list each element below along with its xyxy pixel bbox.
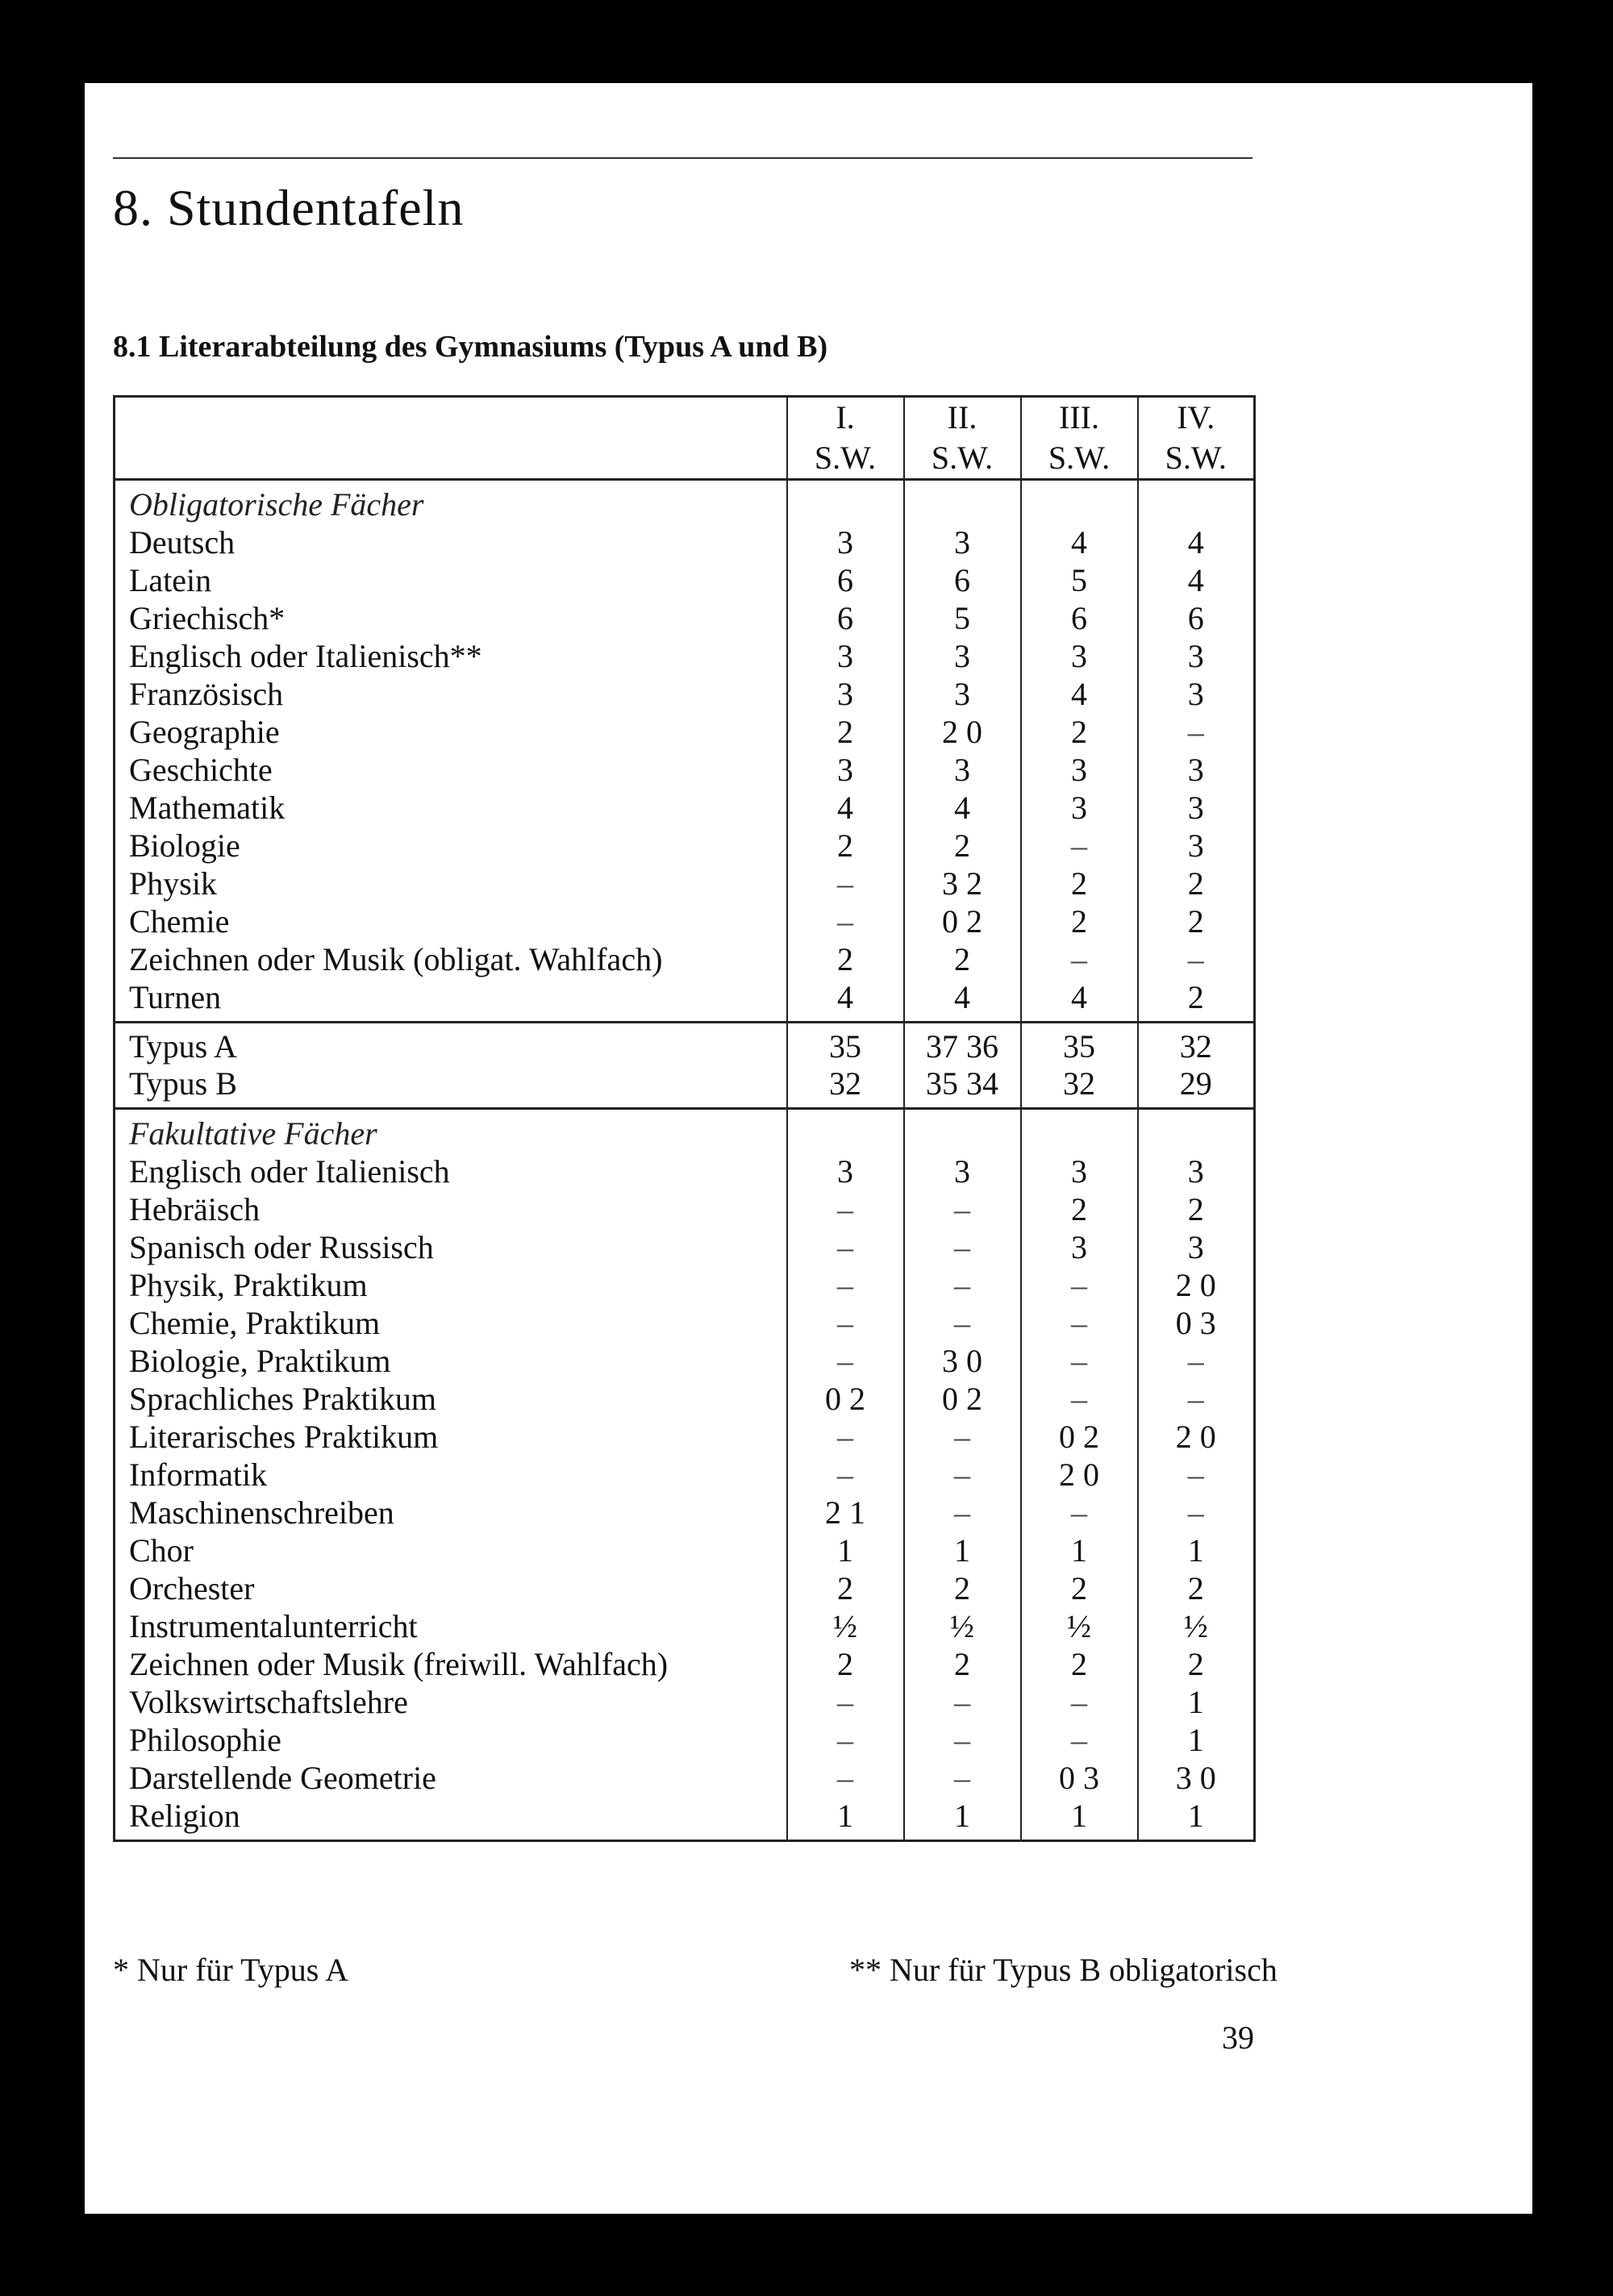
optional-section	[115, 1109, 1255, 1841]
hours-cell: –	[787, 1683, 904, 1721]
hours-cell: 2	[1021, 713, 1138, 751]
hours-cell: 0 3	[1021, 1759, 1138, 1797]
subject-label: Typus B	[129, 1065, 237, 1102]
table-row	[115, 1304, 1255, 1342]
hours-cell: 3	[904, 637, 1021, 675]
subject-label: Chemie, Praktikum	[129, 1305, 381, 1341]
hours-cell: 4	[1021, 675, 1138, 713]
hours-cell: 2	[904, 1569, 1021, 1607]
hours-cell: 4	[1138, 523, 1255, 561]
hours-cell: 2	[1138, 1645, 1255, 1683]
hours-cell: 1	[1021, 1797, 1138, 1841]
hours-cell: 3	[1138, 637, 1255, 675]
hours-cell: –	[1138, 1342, 1255, 1380]
subject-label: Mathematik	[129, 790, 286, 826]
header-rule	[113, 157, 1252, 159]
hours-cell: 2	[787, 1645, 904, 1683]
hours-cell: –	[1021, 1494, 1138, 1531]
hours-cell: 2	[1138, 1190, 1255, 1228]
hours-cell: –	[1021, 940, 1138, 978]
hours-cell: 2	[787, 827, 904, 865]
subject-label: Maschinenschreiben	[129, 1494, 394, 1531]
hours-cell: 2	[787, 1569, 904, 1607]
hours-cell: 0 2	[787, 1380, 904, 1418]
hours-cell: 2	[1138, 902, 1255, 940]
subject-label: Instrumentalunterricht	[129, 1608, 418, 1644]
subject-label: Deutsch	[129, 524, 235, 560]
hours-cell: 3	[787, 1152, 904, 1190]
hours-cell: –	[1021, 827, 1138, 865]
hours-cell: –	[1021, 1342, 1138, 1380]
hours-cell: 32	[1021, 1065, 1138, 1109]
hours-cell: 2 0	[1021, 1456, 1138, 1494]
hours-cell: 1	[787, 1531, 904, 1569]
hours-cell: –	[1138, 1494, 1255, 1531]
hours-cell: 3	[904, 523, 1021, 561]
table-row	[115, 751, 1255, 789]
hours-cell: 3	[787, 523, 904, 561]
total-row	[115, 1023, 1255, 1066]
hours-cell: –	[787, 865, 904, 902]
hours-cell: 3	[1021, 751, 1138, 789]
hours-cell: 2 0	[1138, 1266, 1255, 1304]
header-unit: S.W.	[787, 438, 904, 480]
hours-cell: –	[904, 1418, 1021, 1456]
hours-cell: 3	[787, 675, 904, 713]
hours-cell: 2 0	[904, 713, 1021, 751]
hours-cell: –	[787, 1190, 904, 1228]
hours-cell: 2	[1021, 1645, 1138, 1683]
table-row	[115, 1531, 1255, 1569]
table-row	[115, 523, 1255, 561]
hours-cell: –	[787, 902, 904, 940]
hours-cell: 2	[1021, 902, 1138, 940]
hours-cell: 2	[1021, 1569, 1138, 1607]
hours-cell: 3	[1021, 637, 1138, 675]
hours-cell: –	[787, 1228, 904, 1266]
hours-cell: 3	[904, 675, 1021, 713]
subject-label: Geographie	[129, 714, 280, 750]
table-row	[115, 865, 1255, 902]
hours-cell: 2	[787, 940, 904, 978]
hours-cell: 4	[1021, 978, 1138, 1023]
subject-label: Physik	[129, 865, 217, 902]
hours-cell: –	[904, 1266, 1021, 1304]
table-row	[115, 1456, 1255, 1494]
header-grade: I.	[787, 397, 904, 439]
hours-cell: 2	[1138, 865, 1255, 902]
hours-cell: 0 2	[1021, 1418, 1138, 1456]
hours-cell: –	[787, 1304, 904, 1342]
hours-cell: 3	[1138, 1228, 1255, 1266]
table-row	[115, 1607, 1255, 1645]
table-row	[115, 1266, 1255, 1304]
page-number: 39	[1222, 2019, 1254, 2056]
table-row	[115, 561, 1255, 599]
hours-cell: 3	[1138, 1152, 1255, 1190]
group-heading-row	[115, 1109, 1255, 1153]
hours-cell: 0 2	[904, 1380, 1021, 1418]
table-row	[115, 1721, 1255, 1759]
header-grade: III.	[1021, 397, 1138, 439]
subject-label: Literarisches Praktikum	[129, 1419, 439, 1455]
hours-cell: –	[904, 1494, 1021, 1531]
optional-heading: Fakultative Fächer	[129, 1115, 377, 1152]
table-row	[115, 789, 1255, 827]
hours-cell: –	[1021, 1721, 1138, 1759]
hours-cell: 37 36	[904, 1023, 1021, 1066]
hours-cell: –	[1021, 1380, 1138, 1418]
subject-label: Darstellende Geometrie	[129, 1760, 436, 1796]
hours-cell: 1	[1021, 1531, 1138, 1569]
hours-cell: 3 2	[904, 865, 1021, 902]
subject-label: Englisch oder Italienisch	[129, 1153, 450, 1190]
hours-cell: –	[787, 1342, 904, 1380]
hours-cell: 3	[1138, 675, 1255, 713]
hours-cell: 2	[1021, 1190, 1138, 1228]
hours-cell: ½	[904, 1607, 1021, 1645]
hours-cell: 3	[787, 637, 904, 675]
hours-cell: 3	[787, 751, 904, 789]
hours-cell: 2	[904, 827, 1021, 865]
table-row	[115, 902, 1255, 940]
hours-cell: 1	[904, 1531, 1021, 1569]
subject-label: Sprachliches Praktikum	[129, 1381, 437, 1417]
schedule-table	[113, 395, 1256, 1842]
hours-cell: 0 2	[904, 902, 1021, 940]
hours-cell: 3	[1021, 1228, 1138, 1266]
hours-cell: –	[787, 1759, 904, 1797]
footnote-typus-b: ** Nur für Typus B obligatorisch	[849, 1952, 1277, 1988]
table-row	[115, 599, 1255, 637]
hours-cell: ½	[1021, 1607, 1138, 1645]
subject-label: Religion	[129, 1798, 240, 1834]
hours-cell: 32	[787, 1065, 904, 1109]
hours-cell: 4	[1138, 561, 1255, 599]
hours-cell: –	[1138, 713, 1255, 751]
hours-cell: 4	[787, 978, 904, 1023]
table-row	[115, 675, 1255, 713]
hours-cell: 4	[904, 978, 1021, 1023]
hours-cell: –	[904, 1456, 1021, 1494]
hours-cell: 2	[1138, 1569, 1255, 1607]
header-unit: S.W.	[1021, 438, 1138, 480]
hours-cell: 3	[1021, 789, 1138, 827]
subject-label: Volkswirtschaftslehre	[129, 1684, 408, 1720]
hours-cell: –	[904, 1190, 1021, 1228]
hours-cell: 1	[787, 1797, 904, 1841]
subject-label: Zeichnen oder Musik (obligat. Wahlfach)	[129, 941, 663, 977]
table-row	[115, 1569, 1255, 1607]
group-heading-row	[115, 480, 1255, 524]
hours-cell: –	[1021, 1683, 1138, 1721]
hours-cell: 2	[1138, 978, 1255, 1023]
totals-section	[115, 1023, 1255, 1109]
table-row	[115, 1228, 1255, 1266]
subject-label: Englisch oder Italienisch**	[129, 638, 482, 674]
subject-label: Geschichte	[129, 752, 273, 788]
subject-label: Chor	[129, 1532, 194, 1569]
hours-cell: 4	[1021, 523, 1138, 561]
table-row	[115, 1190, 1255, 1228]
hours-cell: 2	[787, 713, 904, 751]
subject-label: Informatik	[129, 1456, 268, 1493]
table-row	[115, 827, 1255, 865]
subject-label: Turnen	[129, 979, 222, 1015]
hours-cell: 3	[904, 751, 1021, 789]
table-row	[115, 1797, 1255, 1841]
hours-cell: 4	[787, 789, 904, 827]
hours-cell: 3	[1138, 789, 1255, 827]
hours-cell: 2 1	[787, 1494, 904, 1531]
subject-label: Biologie	[129, 827, 240, 864]
hours-cell: 1	[1138, 1683, 1255, 1721]
hours-cell: 2	[904, 940, 1021, 978]
hours-cell: –	[1021, 1266, 1138, 1304]
hours-cell: 35	[787, 1023, 904, 1066]
header-unit: S.W.	[1138, 438, 1255, 480]
section-title: 8.1 Literarabteilung des Gymnasiums (Typus A und B)	[113, 330, 828, 364]
hours-cell: –	[904, 1228, 1021, 1266]
table-row	[115, 1683, 1255, 1721]
subject-label: Philosophie	[129, 1722, 281, 1758]
obligatory-heading: Obligatorische Fächer	[129, 486, 424, 523]
hours-cell: 2	[904, 1645, 1021, 1683]
header-unit: S.W.	[904, 438, 1021, 480]
hours-cell: ½	[1138, 1607, 1255, 1645]
table-row	[115, 1494, 1255, 1531]
hours-cell: 2 0	[1138, 1418, 1255, 1456]
hours-cell: 5	[1021, 561, 1138, 599]
header-row-unit	[115, 438, 1255, 480]
header-grade: IV.	[1138, 397, 1255, 439]
hours-cell: 6	[787, 561, 904, 599]
table-row	[115, 1418, 1255, 1456]
hours-cell: 3	[904, 1152, 1021, 1190]
hours-cell: –	[904, 1759, 1021, 1797]
hours-cell: 3	[1138, 751, 1255, 789]
header-row-grade	[115, 397, 1255, 439]
chapter-title: 8. Stundentafeln	[113, 179, 465, 236]
hours-cell: 3 0	[1138, 1759, 1255, 1797]
hours-cell: 5	[904, 599, 1021, 637]
hours-cell: 6	[1138, 599, 1255, 637]
hours-cell: –	[904, 1304, 1021, 1342]
header-grade: II.	[904, 397, 1021, 439]
hours-cell: 1	[1138, 1721, 1255, 1759]
hours-cell: –	[904, 1721, 1021, 1759]
subject-label: Französisch	[129, 676, 284, 712]
hours-cell: 1	[904, 1797, 1021, 1841]
hours-cell: 0 3	[1138, 1304, 1255, 1342]
footnote-typus-a: * Nur für Typus A	[113, 1952, 349, 1988]
obligatory-section	[115, 480, 1255, 1023]
subject-label: Biologie, Praktikum	[129, 1343, 391, 1379]
hours-cell: 3	[1021, 1152, 1138, 1190]
header-empty-cell	[115, 438, 787, 480]
table-row	[115, 1645, 1255, 1683]
table-row	[115, 1152, 1255, 1190]
hours-cell: –	[904, 1683, 1021, 1721]
hours-cell: ½	[787, 1607, 904, 1645]
subject-label: Latein	[129, 562, 212, 598]
hours-cell: 6	[787, 599, 904, 637]
hours-cell: 6	[1021, 599, 1138, 637]
hours-cell: –	[787, 1456, 904, 1494]
table-row	[115, 1380, 1255, 1418]
table-row	[115, 978, 1255, 1023]
subject-label: Chemie	[129, 903, 230, 940]
hours-cell: 3 0	[904, 1342, 1021, 1380]
table-row	[115, 1759, 1255, 1797]
hours-cell: –	[1138, 1456, 1255, 1494]
subject-label: Orchester	[129, 1570, 255, 1606]
table-row	[115, 1342, 1255, 1380]
hours-cell: 6	[904, 561, 1021, 599]
hours-cell: 1	[1138, 1797, 1255, 1841]
table-row	[115, 637, 1255, 675]
subject-label: Griechisch*	[129, 600, 286, 636]
hours-cell: 1	[1138, 1531, 1255, 1569]
hours-cell: 2	[1021, 865, 1138, 902]
hours-cell: –	[787, 1721, 904, 1759]
subject-label: Hebräisch	[129, 1191, 260, 1227]
hours-cell: –	[787, 1266, 904, 1304]
header-empty-cell	[115, 397, 787, 439]
subject-label: Physik, Praktikum	[129, 1267, 368, 1303]
hours-cell: –	[1138, 1380, 1255, 1418]
table-row	[115, 940, 1255, 978]
hours-cell: 32	[1138, 1023, 1255, 1066]
hours-cell: –	[1021, 1304, 1138, 1342]
hours-cell: 29	[1138, 1065, 1255, 1109]
hours-cell: –	[787, 1418, 904, 1456]
hours-cell: 3	[1138, 827, 1255, 865]
hours-cell: 35 34	[904, 1065, 1021, 1109]
total-row	[115, 1065, 1255, 1109]
subject-label: Zeichnen oder Musik (freiwill. Wahlfach)	[129, 1646, 669, 1682]
hours-cell: 35	[1021, 1023, 1138, 1066]
table-row	[115, 713, 1255, 751]
hours-cell: 4	[904, 789, 1021, 827]
hours-cell: –	[1138, 940, 1255, 978]
subject-label: Spanisch oder Russisch	[129, 1229, 434, 1265]
subject-label: Typus A	[129, 1028, 237, 1065]
